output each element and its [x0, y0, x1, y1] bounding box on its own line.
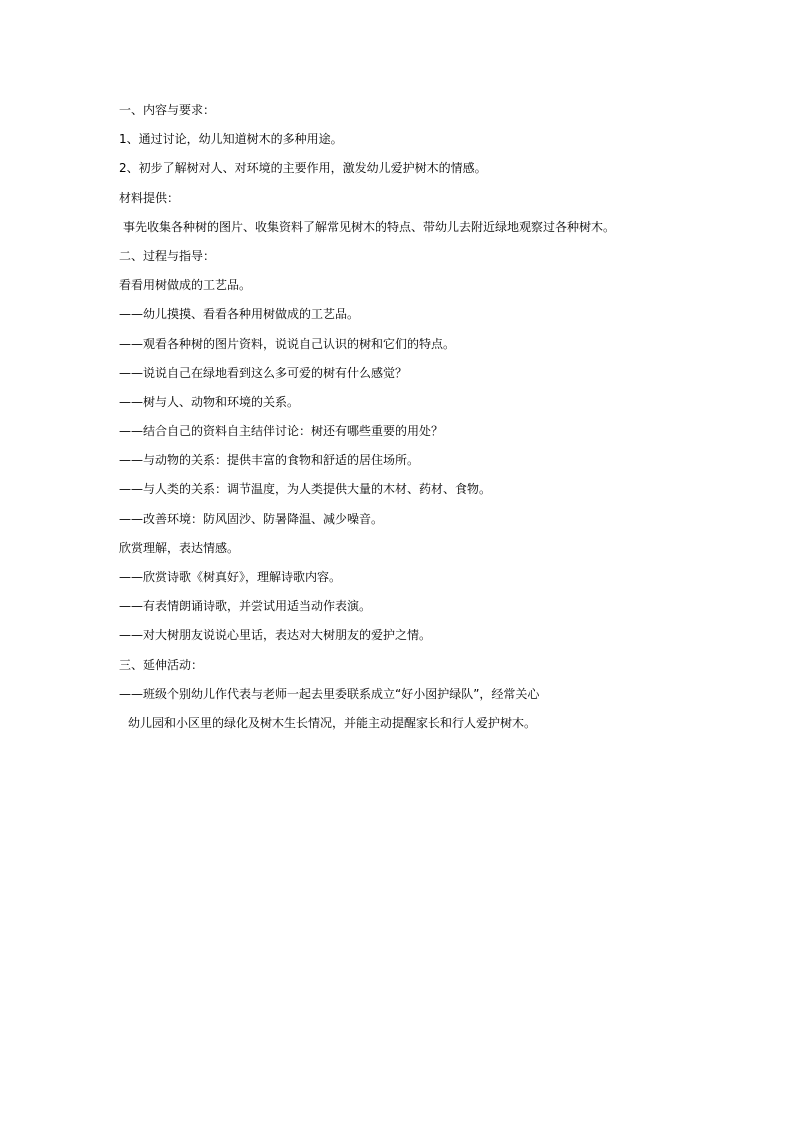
section-heading-extension-activities: 三、延伸活动： — [119, 657, 204, 672]
list-item: ——班级个别幼儿作代表与老师一起去里委联系成立“好小囡护绿队”，经常关心 — [119, 686, 540, 701]
list-item: ——说说自己在绿地看到这么多可爱的树有什么感觉？ — [119, 365, 408, 380]
step-heading-crafts: 看看用树做成的工艺品。 — [119, 278, 252, 293]
materials-text: 事先收集各种树的图片、收集资料了解常见树木的特点、带幼儿去附近绿地观察过各种树木。 — [123, 219, 616, 234]
list-item: ——对大树朋友说说心里话，表达对大树朋友的爱护之情。 — [119, 628, 432, 643]
list-item: ——幼儿摸摸、看看各种用树做成的工艺品。 — [119, 307, 360, 322]
list-item: ——树与人、动物和环境的关系。 — [119, 394, 300, 409]
list-item: ——欣赏诗歌《树真好》，理解诗歌内容。 — [119, 570, 342, 584]
list-item: ——结合自己的资料自主结伴讨论：树还有哪些重要的用处？ — [119, 424, 444, 439]
requirement-item-2: 2、初步了解树对人、对环境的主要作用，激发幼儿爱护树木的情感。 — [119, 161, 487, 176]
list-item: ——与人类的关系：调节温度，为人类提供大量的木材、药材、食物。 — [119, 482, 492, 497]
requirement-item-1: 1、通过讨论，幼儿知道树木的多种用途。 — [119, 132, 343, 147]
materials-heading: 材料提供： — [119, 190, 180, 205]
list-item: ——有表情朗诵诗歌，并尝试用适当动作表演。 — [119, 599, 372, 614]
list-item: ——观看各种树的图片资料，说说自己认识的树和它们的特点。 — [119, 336, 456, 351]
step-heading-appreciation: 欣赏理解，表达情感。 — [119, 540, 240, 555]
section-heading-process-guidance: 二、过程与指导： — [119, 248, 216, 263]
list-item: ——与动物的关系：提供丰富的食物和舒适的居住场所。 — [119, 453, 420, 468]
document-body — [119, 102, 679, 744]
section-heading-content-requirements: 一、内容与要求： — [119, 103, 216, 117]
list-item-continuation: 幼儿园和小区里的绿化及树木生长情况，并能主动提醒家长和行人爱护树木。 — [128, 715, 537, 730]
list-item: ——改善环境：防风固沙、防暑降温、减少噪音。 — [119, 511, 384, 526]
